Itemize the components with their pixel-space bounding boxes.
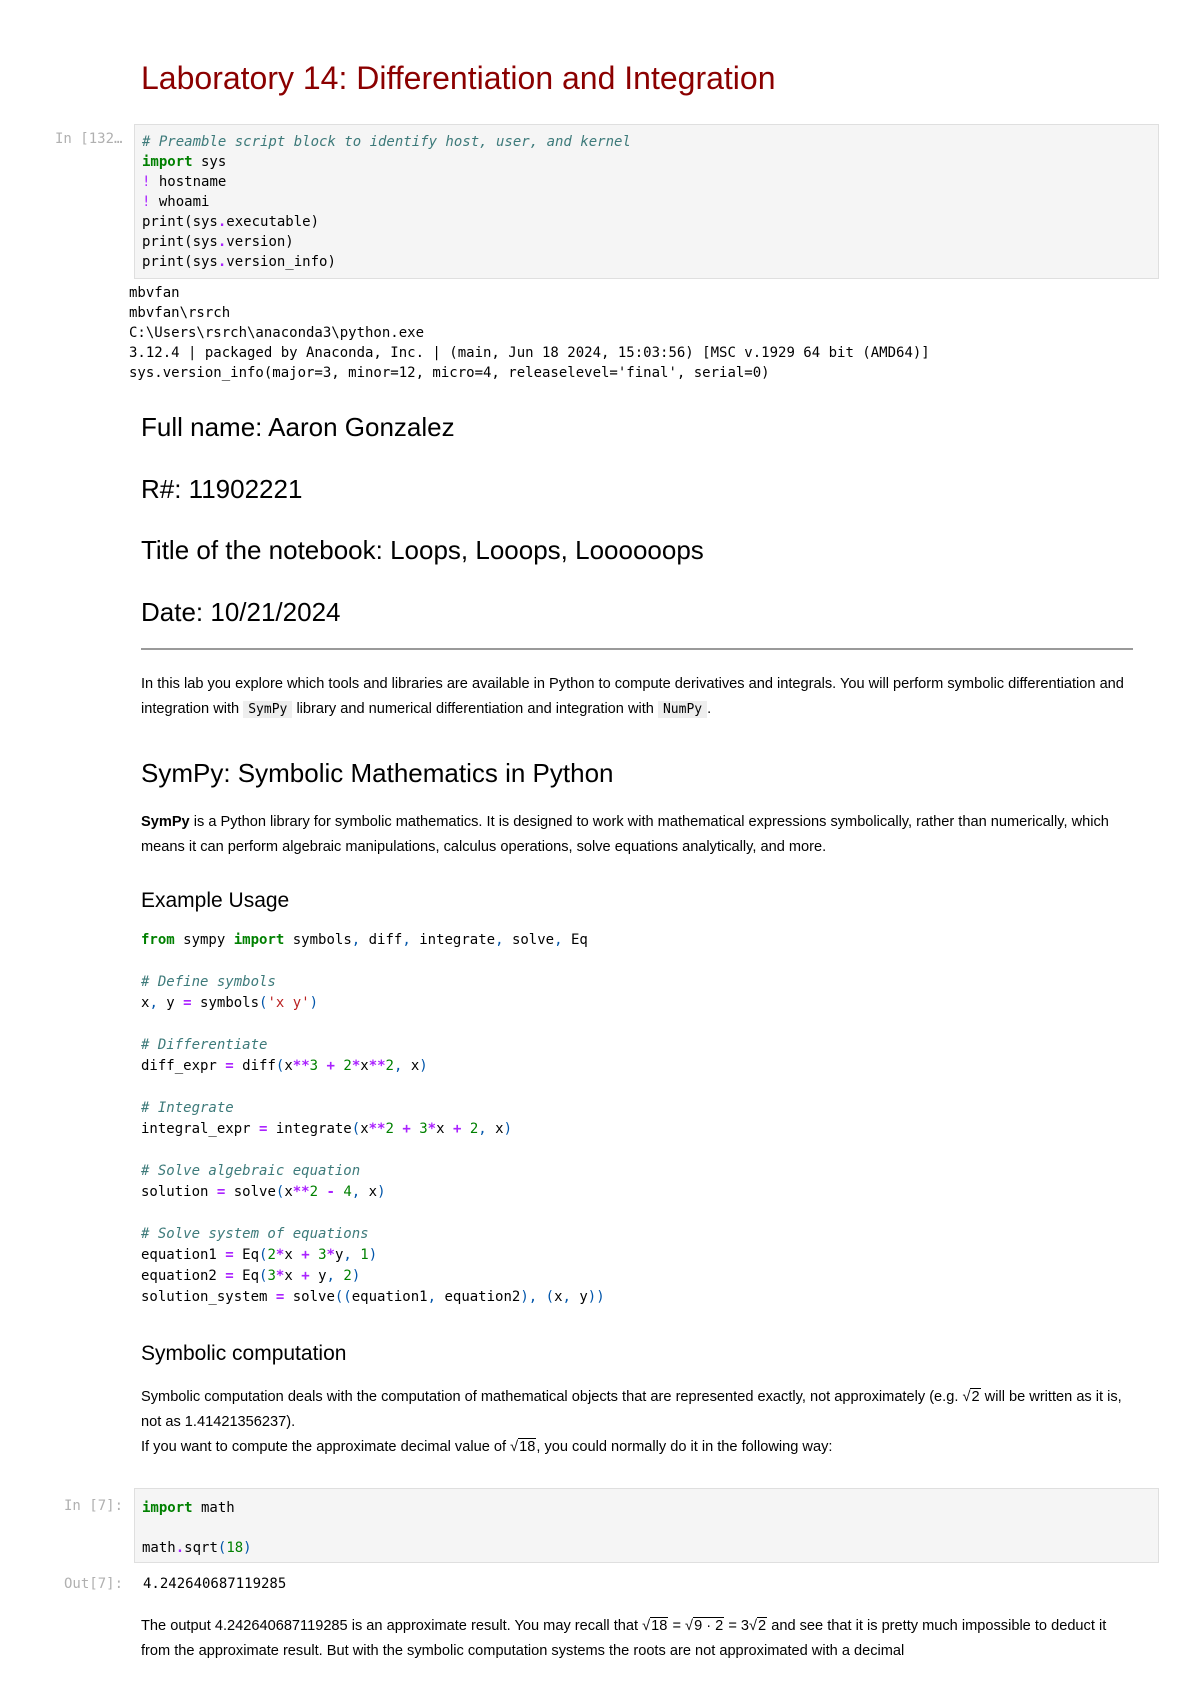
sympy-description (141, 810, 1136, 860)
symbolic-computation-heading: Symbolic computation (141, 1342, 347, 1365)
code-comment: # Integrate (141, 1100, 234, 1116)
intro-text: . (707, 701, 712, 717)
notebook-title-heading: Title of the notebook: Loops, Looops, Loooooops (141, 535, 704, 565)
equals-three: = 3 (728, 1618, 750, 1634)
symbolic-text: Symbolic computation deals with the computation of mathematical objects that are represented exactly, not approximately (e.g. (141, 1389, 959, 1405)
sympy-heading: SymPy: Symbolic Mathematics in Python (141, 758, 614, 788)
sqrt-2-expression: √2 (749, 1618, 767, 1634)
output-line: mbvfan (129, 285, 180, 301)
output-line: mbvfan\rsrch (129, 305, 231, 321)
numpy-inline-code: NumPy (658, 701, 707, 718)
intro-text: In this lab you explore which tools and libraries are available in Python to compute derivatives and integrals. You will perform symbolic differentiation and integration with (141, 676, 1124, 717)
shell-bang: ! (142, 194, 151, 210)
code-comment: # Solve algebraic equation (141, 1163, 361, 1179)
intro-text: library and numerical differentiation and integration with (296, 701, 654, 717)
closing-paragraph (141, 1614, 1136, 1664)
closing-text: The output 4.242640687119285 is an approximate result. You may recall that (141, 1618, 639, 1634)
output-line: 3.12.4 | packaged by Anaconda, Inc. | (main, Jun 18 2024, 15:03:56) [MSC v.1929 64 bit (AMD64)] (129, 345, 930, 361)
cell-output-value: 4.242640687119285 (143, 1576, 287, 1592)
output-line: sys.version_info(major=3, minor=12, micro=4, releaselevel='final', serial=0) (129, 365, 770, 381)
sympy-inline-code: SymPy (243, 701, 292, 718)
code-cell-preamble[interactable] (134, 124, 1159, 279)
intro-paragraph (141, 672, 1136, 722)
output-line: C:\Users\rsrch\anaconda3\python.exe (129, 325, 425, 341)
sqrt-2-expression: √2 (962, 1389, 980, 1405)
equals-sign: = (672, 1618, 681, 1634)
sqrt-18-expression: √18 (510, 1439, 536, 1455)
cell-prompt: In [132… (55, 131, 123, 147)
divider (141, 648, 1133, 650)
code-comment: # Solve system of equations (141, 1226, 369, 1242)
example-usage-heading: Example Usage (141, 889, 290, 912)
import-keyword: import (142, 154, 193, 170)
symbolic-text: If you want to compute the approximate decimal value of (141, 1439, 507, 1455)
closing-text: and see that it is pretty much impossible to deduct it from the approximate result. But with the symbolic computation systems the roots are not approximated with a decimal (141, 1618, 1107, 1659)
full-name-heading: Full name: Aaron Gonzalez (141, 412, 455, 442)
cell-output (129, 283, 930, 383)
page-title: Laboratory 14: Differentiation and Integration (141, 60, 776, 96)
code-block[interactable]: import math math.sqrt(18) (142, 1500, 252, 1556)
code-cell-math[interactable] (134, 1488, 1159, 1563)
code-comment: # Define symbols (141, 974, 276, 990)
sqrt-18-expression: √18 (642, 1618, 668, 1634)
symbolic-text: , you could normally do it in the following way: (536, 1439, 833, 1455)
output-prompt: Out[7]: (64, 1576, 124, 1592)
sympy-text: is a Python library for symbolic mathematics. It is designed to work with mathematical expressions symbolically, rather than numerically, which means it can perform algebraic manipulations, calculus operations, solve equations analytically, and more. (141, 814, 1109, 855)
shell-bang: ! (142, 174, 151, 190)
code-comment: # Differentiate (141, 1037, 268, 1053)
code-block[interactable]: # Preamble script block to identify host, user, and kernel import sys ! hostname ! whoami print(sys.executable) print(sys.version) print(sys.version_info) (142, 134, 631, 270)
date-heading: Date: 10/21/2024 (141, 597, 341, 627)
r-number-heading: R#: 11902221 (141, 474, 303, 504)
symbolic-text: will be written as it is, not as 1.41421356237). (141, 1389, 1122, 1430)
example-code: from sympy import symbols, diff, integrate, solve, Eq # Define symbols x, y = symbols('x y') # Differentiate diff_expr = diff(x**3 + 2*x**2, x) # Integrate integral_expr = integrate(x**2 + 3*x + 2, x) # Solve algebraic equation solution = solve(x**2 - 4, x) # Solve system of equations equation1 = Eq(2*x + 3*y, 1) equation2 = Eq(3*x + y, 2) solution_system = solve((equation1, equation2), (x, y)) (141, 932, 605, 1305)
symbolic-paragraph (141, 1385, 1136, 1460)
sympy-bold: SymPy (141, 814, 190, 830)
code-line: # Preamble script block to identify host, user, and kernel (142, 134, 631, 150)
sqrt-9x2-expression: √9 · 2 (685, 1618, 724, 1634)
cell-prompt: In [7]: (64, 1498, 124, 1514)
